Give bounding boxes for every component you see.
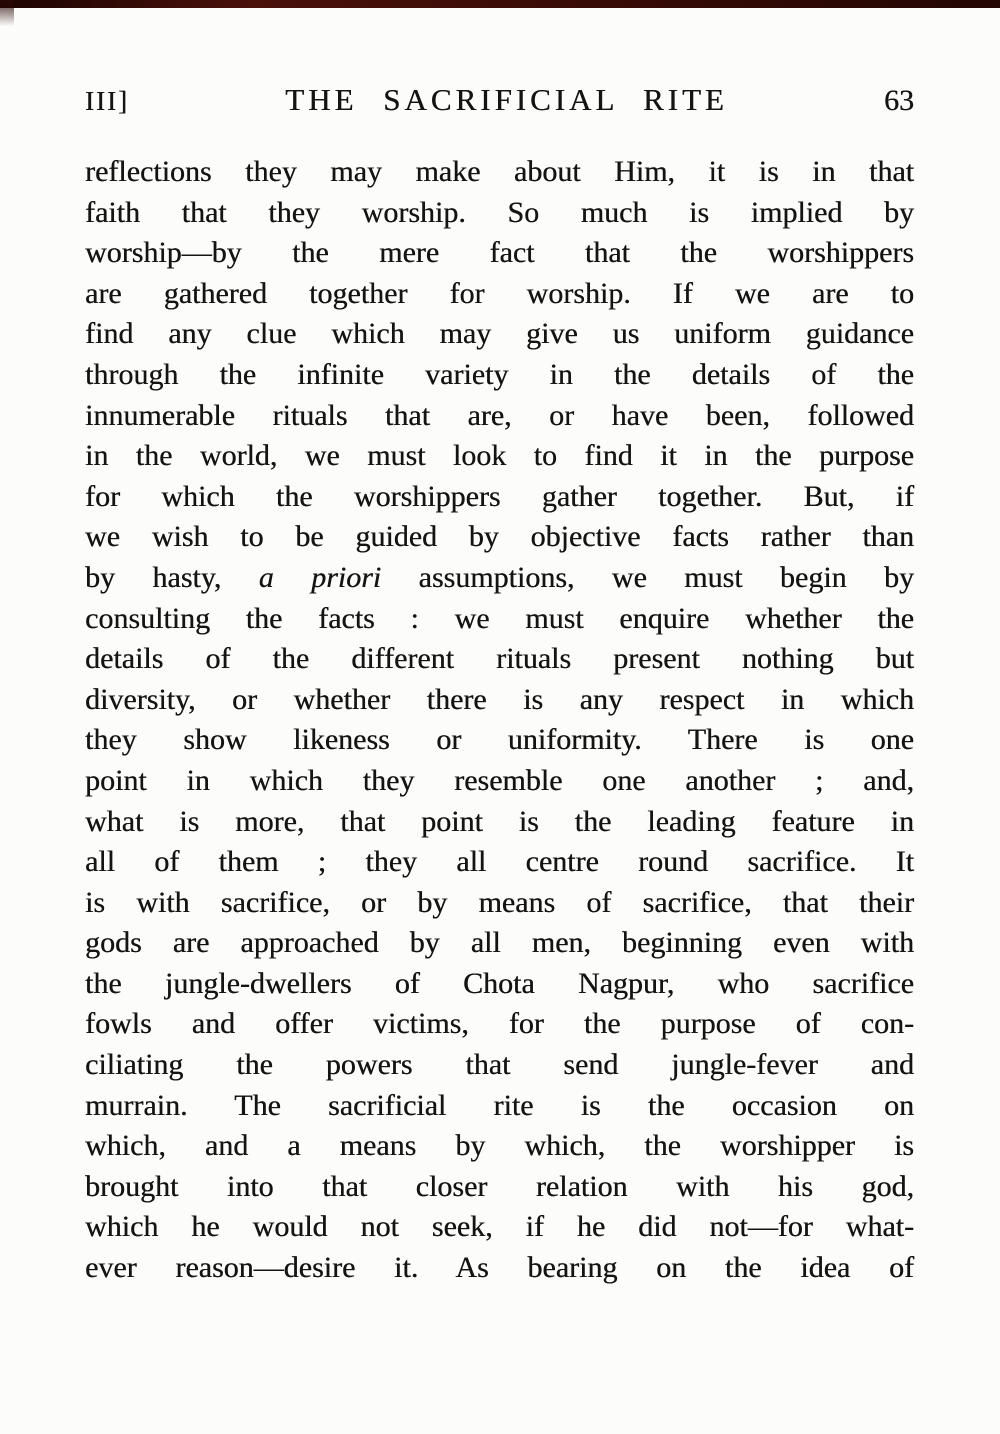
text-line: is with sacrifice, or by means of sacrifice, that their: [85, 885, 914, 919]
text-line: the jungle-dwellers of Chota Nagpur, who sacrifice: [85, 966, 914, 1000]
text-line: details of the different rituals present nothing but: [85, 642, 914, 676]
text-line: faith that they worship. So much is implied by: [85, 195, 914, 229]
page-number: 63: [884, 84, 914, 117]
running-title: THE SACRIFICIAL RITE: [285, 82, 728, 117]
text-line: murrain. The sacrificial rite is the occasion on: [85, 1088, 914, 1122]
scan-edge-artifact: [0, 0, 1000, 8]
text-line: through the infinite variety in the details of the: [85, 357, 914, 391]
text-line: which he would not seek, if he did not—for what-: [85, 1210, 914, 1244]
text-line: point in which they resemble one another ; and,: [85, 763, 914, 797]
text-line: which, and a means by which, the worshipper is: [85, 1129, 914, 1163]
text-line: what is more, that point is the leading feature in: [85, 804, 914, 838]
text-line: in the world, we must look to find it in the purpose: [85, 439, 914, 473]
text-line: worship—by the mere fact that the worshippers: [85, 236, 914, 270]
scan-corner-artifact: [0, 0, 14, 26]
running-header: [85, 82, 914, 118]
text-lines: [85, 152, 914, 1289]
text-line: they show likeness or uniformity. There is one: [85, 723, 914, 757]
text-line: we wish to be guided by objective facts rather than: [85, 520, 914, 554]
text-line: diversity, or whether there is any respect in which: [85, 682, 914, 716]
text-line: consulting the facts : we must enquire whether the: [85, 601, 914, 635]
text-line: brought into that closer relation with his god,: [85, 1169, 914, 1203]
text-line: are gathered together for worship. If we are to: [85, 276, 914, 310]
text-line: fowls and offer victims, for the purpose of con-: [85, 1007, 914, 1041]
text-line: gods are approached by all men, beginning even with: [85, 926, 914, 960]
text-line: reflections they may make about Him, it is in that: [85, 155, 914, 188]
text-line: by hasty, a priori assumptions, we must begin by: [85, 560, 914, 594]
text-line: all of them ; they all centre round sacrifice. It: [85, 845, 914, 879]
text-line: innumerable rituals that are, or have been, followed: [85, 398, 914, 432]
text-line: find any clue which may give us uniform guidance: [85, 317, 914, 351]
text-line: ever reason—desire it. As bearing on the idea of: [85, 1251, 914, 1285]
text-line: for which the worshippers gather together. But, if: [85, 479, 914, 513]
text-line: ciliating the powers that send jungle-fever and: [85, 1048, 914, 1082]
chapter-folio: III]: [85, 86, 129, 116]
